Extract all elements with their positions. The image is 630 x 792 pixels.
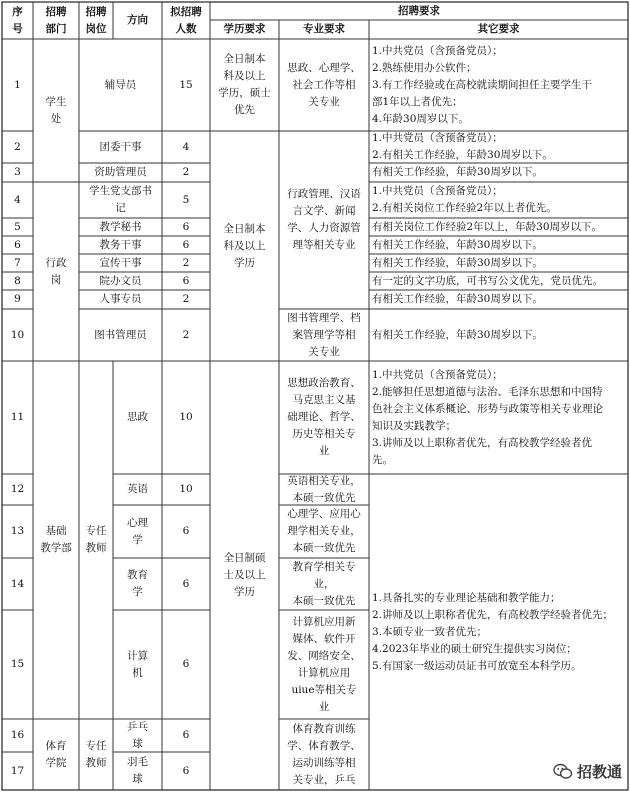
dept-jcjxb: 基础 教学部 [40, 525, 72, 554]
count-cell: 2 [182, 256, 190, 269]
other-6: 有相关工作经验，年龄30周岁以下。 [372, 238, 543, 251]
education-1: 全日制本 科及以上 学历，硕士 优先 [218, 53, 271, 116]
count-cell: 2 [182, 328, 190, 341]
major-9: 体育教育训练 学、体育教学、 运动训练等相 关专业，乒乓 [287, 722, 361, 786]
header-direction: 方向 [127, 14, 148, 26]
other-11: 1.中共党员（含预备党员）； 2.能够担任思想道德与法治、毛泽东思想和中国特 色社会主义体系概论、形势与政策等相关专业理论 知识及实践教学； 3.讲师及以上职称者优先，有高校教学经验者优 先。 [372, 368, 603, 466]
major-3: 图书管理学、档 案管理学等相 关专业 [287, 311, 361, 358]
other-2: 1.中共党员（含预备党员）； 2.有相关工作经验，年龄30周岁以下。 [372, 132, 553, 161]
header-seq: 序 号 [12, 5, 23, 35]
count-cell: 4 [182, 140, 190, 153]
seq-cell: 13 [10, 525, 25, 537]
post-xcgs: 宣传干事 [99, 256, 142, 269]
post-dzb: 学生党支部书 记 [89, 185, 152, 214]
seq-cell: 8 [14, 274, 21, 287]
seq-cell: 15 [10, 658, 25, 670]
header-education: 学历要求 [223, 23, 266, 35]
seq-cell: 1 [14, 78, 21, 91]
count-cell: 6 [182, 729, 190, 741]
seq-cell: 17 [10, 764, 25, 777]
watermark-text: 招教通 [576, 763, 622, 781]
post-zrjs2: 专任 教师 [85, 739, 107, 769]
other-7: 有相关工作经验，年龄30周岁以下。 [372, 256, 543, 269]
count-cell: 6 [182, 525, 190, 537]
count-cell: 15 [179, 78, 193, 91]
count-cell: 6 [182, 274, 190, 287]
direction-sz: 思政 [127, 411, 148, 423]
direction-ppq: 乒乓 球 [127, 720, 148, 750]
major-6: 心理学、应用心 理学相关专业， 本硕一致优先 [287, 508, 361, 554]
other-5: 有相关岗位工作经验2年以上，年龄30周岁以下。 [372, 220, 603, 233]
major-2: 行政管理、汉语 言文学、新闻 学、人力资源管 理等相关专业 [287, 188, 361, 251]
watermark [551, 761, 624, 782]
post-zz: 资助管理员 [94, 166, 147, 178]
count-cell: 6 [182, 764, 190, 777]
direction-jsj: 计算 机 [127, 649, 148, 679]
seq-cell: 16 [10, 729, 25, 741]
major-1: 思政、心理学、 社会工作等相 关专业 [287, 61, 361, 108]
major-5: 英语相关专业， 本硕一致优先 [287, 474, 361, 504]
post-fdy: 辅导员 [104, 78, 137, 91]
count-cell: 6 [182, 220, 190, 233]
count-cell: 6 [182, 238, 190, 251]
post-jwgs: 教务干事 [99, 238, 142, 251]
seq-cell: 2 [14, 140, 21, 153]
other-3: 有相关工作经验，年龄30周岁以下。 [372, 166, 543, 178]
education-2: 全日制本 科及以上 学历 [223, 222, 266, 269]
count-cell: 2 [182, 293, 190, 305]
dept-xsc: 学生 处 [45, 95, 67, 125]
seq-cell: 4 [14, 193, 21, 206]
other-12: 1.具备扎实的专业理论基础和教学能力； 2.讲师及以上职称者优先，有高校教学经验者优先； 3.本硕专业一致者优先； 4.2023年毕业的硕士研究生提供实习岗位； 5.有国家一级运动员证书可放宽至本科学历。 [372, 591, 614, 672]
count-cell: 10 [179, 411, 193, 423]
post-tw: 团委干事 [99, 140, 142, 153]
other-4: 1.中共党员（含预备党员）； 2.有相关岗位工作经验2年以上者优先。 [372, 185, 557, 214]
header-major: 专业要求 [303, 23, 345, 35]
other-10: 有相关工作经验，年龄30周岁以下。 [372, 328, 543, 341]
seq-cell: 11 [10, 411, 25, 423]
other-8: 有一定的文字功底，可书写公文优先，党员优先。 [372, 274, 603, 287]
post-jxms: 教学秘书 [99, 220, 142, 233]
count-cell: 6 [182, 658, 190, 670]
major-8: 计算机应用新 媒体、软件开 发、网络安全、 计算机应用 uiue等相关专 业 [287, 615, 361, 713]
seq-cell: 3 [14, 166, 21, 178]
seq-cell: 9 [14, 293, 21, 305]
header-requirements: 招聘要求 [398, 4, 440, 17]
direction-yy: 英语 [127, 483, 148, 495]
post-rszy: 人事专员 [99, 293, 142, 305]
header-count: 拟招聘 人数 [170, 5, 202, 35]
post-ybwy: 院办文员 [99, 274, 142, 287]
post-tsgl: 图书管理员 [94, 328, 147, 341]
count-cell: 5 [182, 193, 190, 206]
direction-xlx: 心理 学 [127, 516, 148, 546]
wechat-icon [553, 763, 573, 780]
direction-ymq: 羽毛 球 [127, 756, 148, 785]
major-7: 教育学相关专 业， 本硕一致优先 [292, 560, 356, 607]
other-9: 有相关工作经验，年龄30周岁以下。 [372, 293, 543, 305]
major-4: 思想政治教育、 马克思主义基 础理论、哲学、 历史等相关专 业 [287, 377, 361, 457]
seq-cell: 14 [10, 577, 25, 590]
direction-jyx: 教育 学 [127, 569, 148, 598]
dept-xzg: 行政 岗 [45, 256, 67, 286]
count-cell: 2 [182, 166, 190, 178]
header-other: 其它要求 [477, 23, 520, 35]
other-1: 1.中共党员（含预备党员）； 2.熟练使用办公软件； 3.有工作经验或在高校就读期间担任主要学生干 部1年以上者优先； 4.年龄30周岁以下。 [372, 44, 593, 125]
post-zrjs: 专任 教师 [85, 525, 107, 554]
count-cell: 6 [182, 577, 190, 590]
header-dept: 招聘 部门 [45, 5, 67, 35]
header-post: 招聘 岗位 [85, 5, 107, 35]
seq-cell: 7 [14, 256, 21, 269]
education-3: 全日制硕 士及以上 学历 [223, 552, 266, 598]
count-cell: 10 [179, 483, 193, 495]
seq-cell: 5 [14, 220, 21, 233]
seq-cell: 6 [14, 238, 21, 251]
seq-cell: 12 [10, 483, 25, 495]
seq-cell: 10 [10, 328, 25, 341]
dept-tyxy: 体育 学院 [45, 739, 67, 769]
